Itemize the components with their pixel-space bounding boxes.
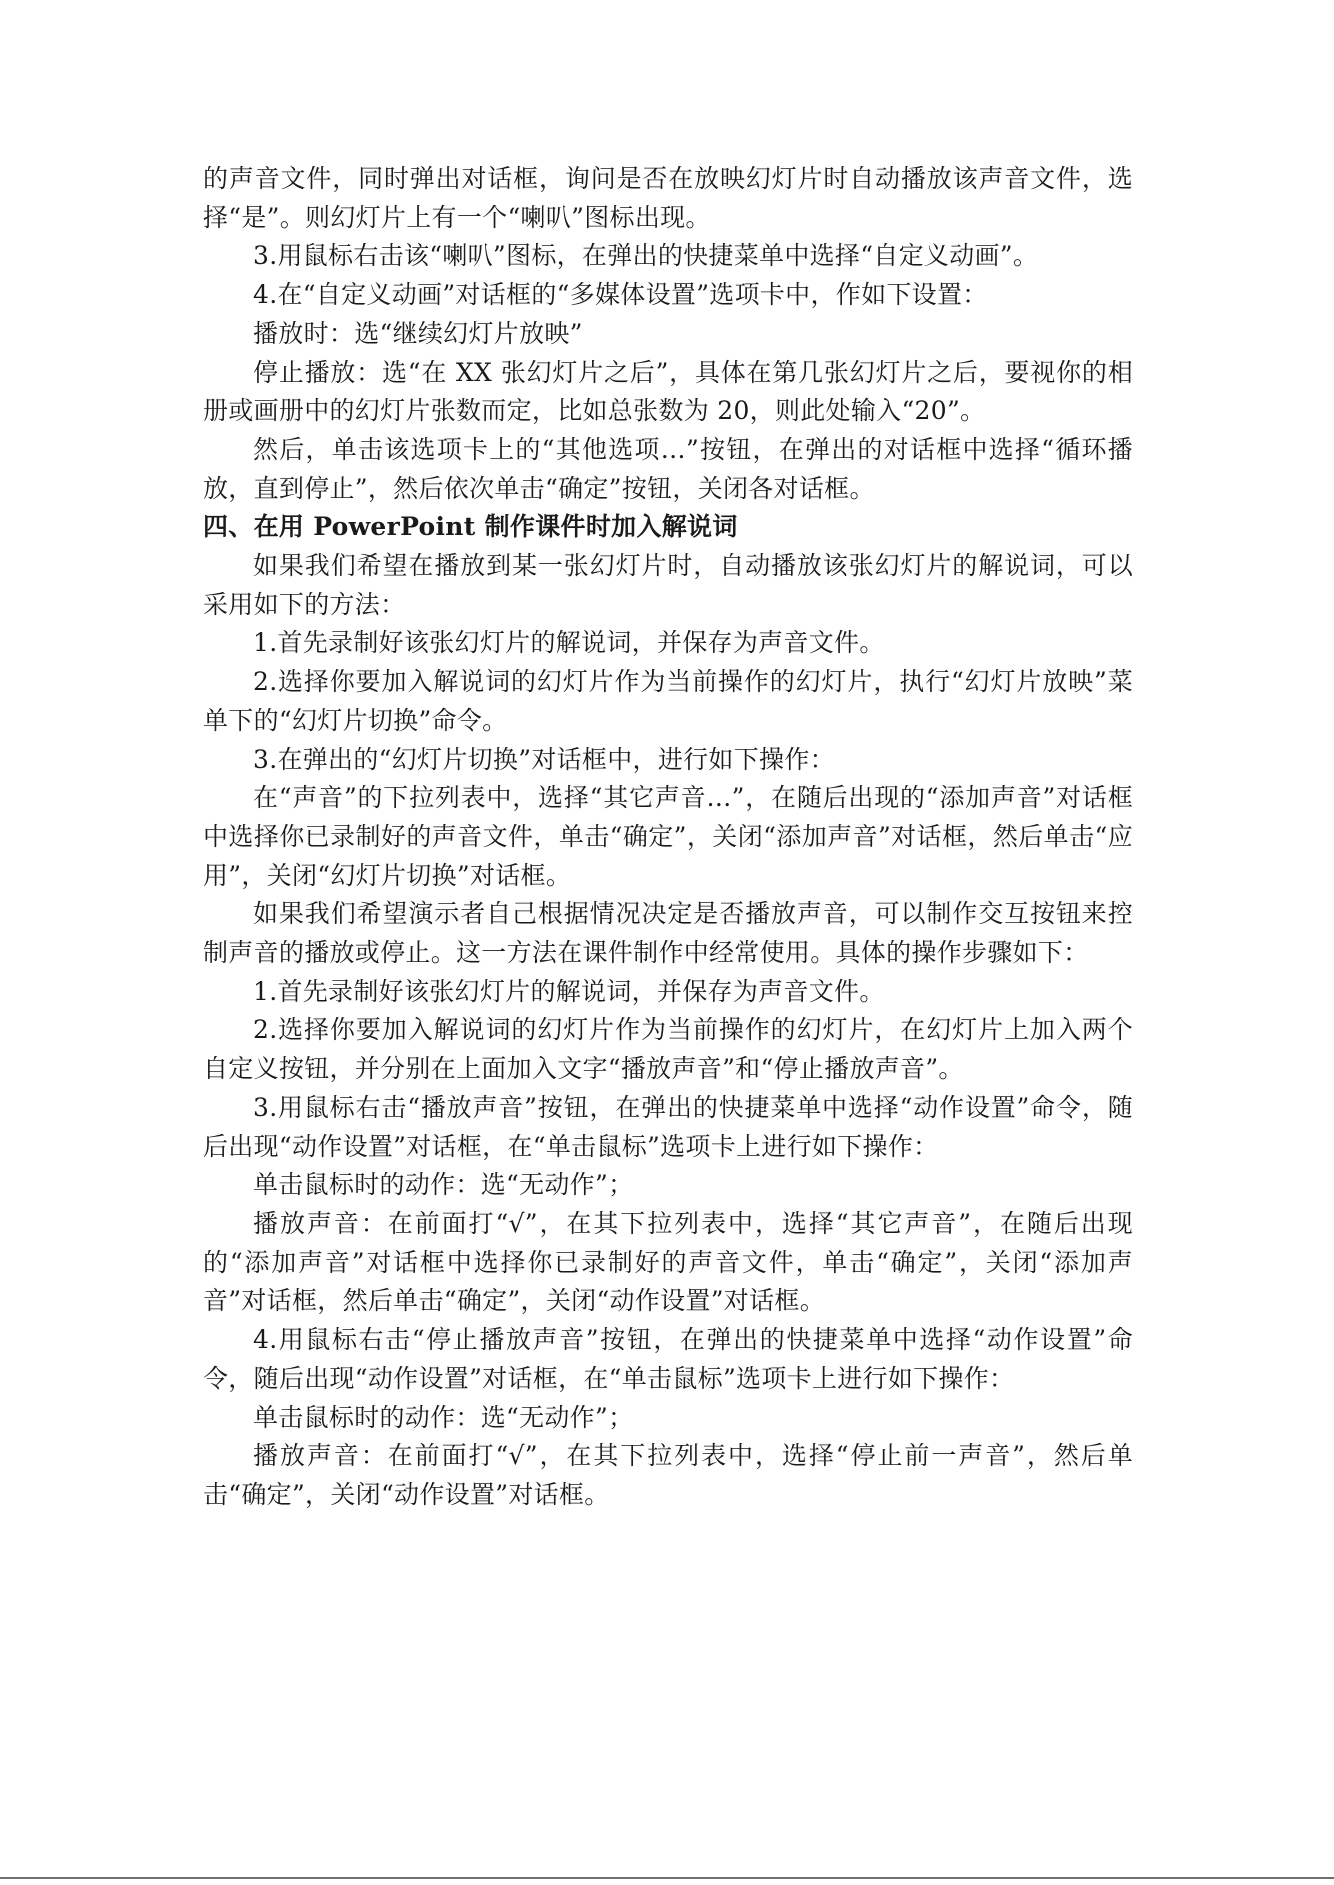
paragraph: 在“声音”的下拉列表中，选择“其它声音…”，在随后出现的“添加声音”对话框中选择你已录制好的声音文件，单击“确定”，关闭“添加声音”对话框，然后单击“应用”，关闭“幻灯片切换”对话框。 [203, 783, 1133, 890]
paragraph: 2.选择你要加入解说词的幻灯片作为当前操作的幻灯片，执行“幻灯片放映”菜单下的“幻灯片切换”命令。 [203, 667, 1133, 735]
paragraph: 3.用鼠标右击该“喇叭”图标，在弹出的快捷菜单中选择“自定义动画”。 [253, 241, 1039, 271]
paragraph: 单击鼠标时的动作：选“无动作”； [253, 1170, 634, 1200]
paragraph: 2.选择你要加入解说词的幻灯片作为当前操作的幻灯片，在幻灯片上加入两个自定义按钮，并分别在上面加入文字“播放声音”和“停止播放声音”。 [203, 1015, 1133, 1084]
page-bottom-rule [0, 1877, 1334, 1879]
paragraph: 如果我们希望演示者自己根据情况决定是否播放声音，可以制作交互按钮来控制声音的播放或停止。这一方法在课件制作中经常使用。具体的操作步骤如下： [203, 899, 1133, 968]
paragraph: 然后，单击该选项卡上的“其他选项…”按钮，在弹出的对话框中选择“循环播放，直到停止”，然后依次单击“确定”按钮，关闭各对话框。 [203, 434, 1133, 503]
paragraph: 的声音文件，同时弹出对话框，询问是否在放映幻灯片时自动播放该声音文件，选择“是”。则幻灯片上有一个“喇叭”图标出现。 [203, 164, 1133, 232]
paragraph: 4.用鼠标右击“停止播放声音”按钮，在弹出的快捷菜单中选择“动作设置”命令，随后出现“动作设置”对话框，在“单击鼠标”选项卡上进行如下操作： [203, 1325, 1133, 1393]
paragraph: 播放声音：在前面打“√”，在其下拉列表中，选择“其它声音”，在随后出现的“添加声音”对话框中选择你已录制好的声音文件，单击“确定”，关闭“添加声音”对话框，然后单击“确定”，关闭“动作设置”对话框。 [203, 1208, 1133, 1316]
paragraph: 3.用鼠标右击“播放声音”按钮，在弹出的快捷菜单中选择“动作设置”命令，随后出现“动作设置”对话框，在“单击鼠标”选项卡上进行如下操作： [203, 1092, 1133, 1161]
paragraph: 4.在“自定义动画”对话框的“多媒体设置”选项卡中，作如下设置： [253, 280, 988, 310]
paragraph: 1.首先录制好该张幻灯片的解说词，并保存为声音文件。 [253, 628, 885, 658]
paragraph: 停止播放：选“在 XX 张幻灯片之后”，具体在第几张幻灯片之后，要视你的相册或画册中的幻灯片张数而定，比如总张数为 20，则此处输入“20”。 [203, 357, 1133, 426]
paragraph: 单击鼠标时的动作：选“无动作”； [253, 1402, 634, 1432]
document-body [203, 160, 1133, 1515]
paragraph: 如果我们希望在播放到某一张幻灯片时，自动播放该张幻灯片的解说词，可以采用如下的方法： [203, 551, 1133, 619]
paragraph: 3.在弹出的“幻灯片切换”对话框中，进行如下操作： [253, 744, 835, 774]
paragraph: 1.首先录制好该张幻灯片的解说词，并保存为声音文件。 [253, 976, 885, 1006]
paragraph: 播放声音：在前面打“√”，在其下拉列表中，选择“停止前一声音”，然后单击“确定”，关闭“动作设置”对话框。 [203, 1441, 1133, 1509]
section-heading: 四、在用 PowerPoint 制作课件时加入解说词 [203, 512, 738, 542]
paragraph: 播放时：选“继续幻灯片放映” [253, 318, 583, 348]
